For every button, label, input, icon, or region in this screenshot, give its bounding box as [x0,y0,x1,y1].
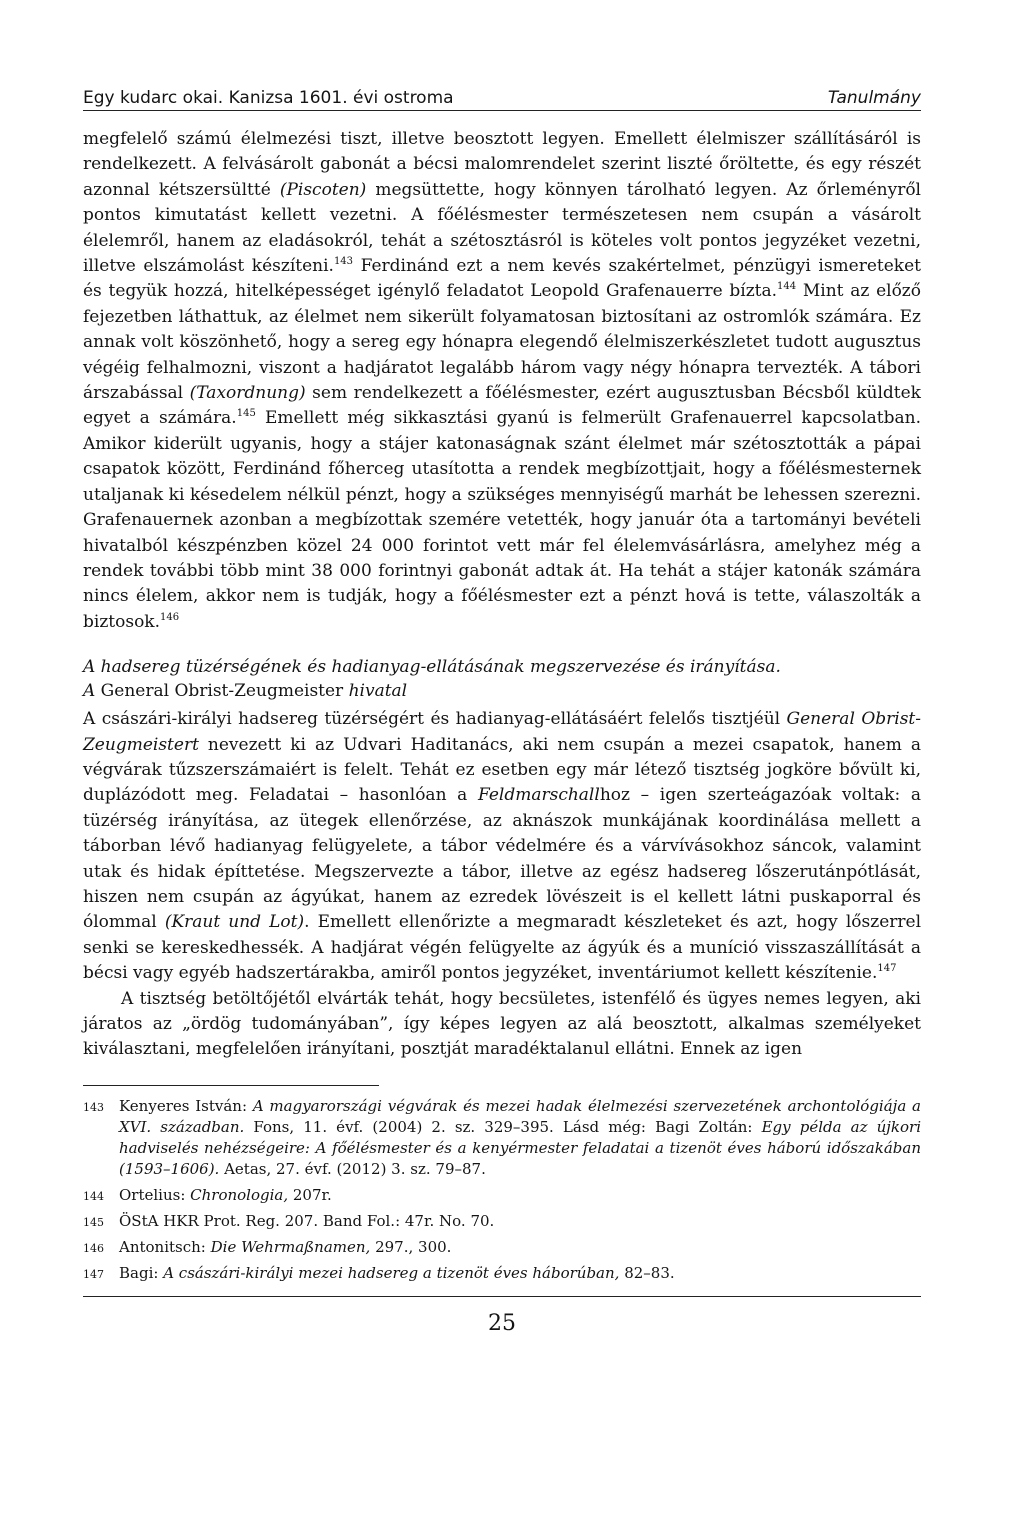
text-run: A tisztség betöltőjétől elvárták tehát, hogy becsületes, istenfélő és ügyes nemes legyen, aki járatos az „ördög tudományában”, így képes legyen az alá beosztott, alkalmas személyeket kiválasztani, megfelelően irányítani, posztját maradéktalanul ellátni. Ennek az igen [83,988,921,1060]
text-run: hoz – igen szerteágazóak voltak: a tüzérség irányítása, az ütegek ellenőrzése, az aknászok munkájának koordinálása mellett a táborban lévő hadianyag felügyelete, a tábor védelmére és a várvívásokhoz sáncok, valamint utak és hidak építtetése. Megszervezte a tábor, illetve az egész hadsereg lőszerutánpótlását, hiszen nem csupán az ágyúkat, hanem az ezredek lövészeit is el kellett látni puskaporral és ólommal [83,785,922,933]
footnote-146 [83,1237,921,1258]
text-run: 207r. [288,1185,332,1204]
text-run: Ferdinánd ezt a nem kevés szakértelmet, pénzügyi ismereteket és tegyük hozzá, hitelképességet igénylő feladatot Leopold Grafenauerre bízta. [83,256,921,302]
text-run: hivatal [348,681,408,702]
paragraph-2 [83,707,921,986]
running-header [83,88,921,111]
italic-run: (Taxordnung) [189,383,306,404]
footnote-number: 147 [83,1267,104,1281]
section-title: A hadsereg tüzérségének és hadianyag-ellátásának megszervezése és irányítása. [83,657,781,678]
main-text [83,127,921,1063]
text-run: Ortelius: [119,1185,191,1204]
text-run: 82–83. [619,1263,675,1282]
footnote-ref-144[interactable]: 144 [777,281,797,293]
italic-run: (Piscoten) [279,179,367,200]
page-number: 25 [488,1310,516,1336]
text-run: Mint az előző fejezetben láthattuk, az élelmet nem sikerült folyamatosan biztosítani az ostromlók számára. Ez annak volt köszönhető, hogy a sereg egy hónapra elegendő élelmiszerkészletet tudott augusztus végéig felhalmozni, viszont a hadjáratot legalább három vagy négy hónapra tervezték. A tábori árszabással [83,281,921,404]
italic-run: Chronologia, [190,1185,289,1204]
paragraph-3 [83,987,921,1063]
text-run: Emellett még sikkasztási gyanú is felmerült Grafenauerrel kapcsolatban. Amikor kiderült ugyanis, hogy a stájer katonaságnak szánt élelmet már szétosztották a pápai csapatok között, Ferdinánd főherceg utasította a rendek megbízottjait, hogy a főélésmesternek utaljanak ki késedelem nélkül pénzt, hogy a szükséges mennyiségű marhát be lehessen szerezni. Grafenauernek azonban a megbízottak szemére vetették, hogy január óta a tartományi bevételi hivatalból készpénzben közel 24 000 forintot vett már fel élelemvásárlásra, amelyhez még a rendek további több mint 38 000 forintnyi gabonát adtak át. Ha tehát a stájer katonák számára nincs élelem, akkor nem is tudják, hogy a főélésmester ezt a pénzt hová is tette, válaszolták a biztosok. [83,408,921,632]
footnote-number: 145 [83,1215,104,1229]
text-run: A [83,681,96,702]
text-run: General Obrist-Zeugmeister [95,681,349,702]
footnote-145 [83,1211,921,1232]
italic-run: (Kraut und Lot) [164,912,305,933]
text-run: sem rendelkezett a főélésmester, ezért augusztusban Bécsből küldtek egyet a számára. [83,383,921,429]
footnote-144 [83,1185,921,1206]
footnote-ref-147[interactable]: 147 [877,963,897,975]
footnote-ref-146[interactable]: 146 [160,611,180,623]
text-run: Aetas, 27. évf. (2012) 3. sz. 79–87. [219,1159,486,1178]
italic-run: General Obrist-Zeugmeistert [83,709,922,755]
footnote-ref-145[interactable]: 145 [236,408,256,420]
text-run: Kenyeres István: [119,1096,253,1115]
running-title: Egy kudarc okai. Kanizsa 1601. évi ostroma [83,88,454,108]
footnote-number: 143 [83,1100,104,1114]
italic-run: Feldmarschall [477,785,600,806]
footnote-ref-143[interactable]: 143 [333,256,354,268]
text-run: Antonitsch: [119,1237,211,1256]
text-run: Fons, 11. évf. (2004) 2. sz. 329–395. Lásd még: Bagi Zoltán: [244,1117,762,1136]
text-run: . Emellett ellenőrizte a megmaradt készleteket és azt, hogy lőszerrel senki se kereskedhessék. A hadjárat végén felügyelte az ágyúk és a muníció visszaszállítását a bécsi vagy egyéb hadszertárakba, amiről pontos jegyzéket, inventáriumot kellett készítenie. [83,912,922,984]
bottom-rule [83,1296,921,1297]
section-heading [83,655,921,703]
text-run: ÖStA HKR Prot. Reg. 207. Band Fol.: 47r. No. 70. [119,1211,495,1230]
footnote-number: 146 [83,1241,104,1255]
text-run: 297., 300. [370,1237,452,1256]
footnote-number: 144 [83,1189,104,1203]
paragraph-1 [83,127,921,635]
text-run: megsüttette, hogy könnyen tárolható legyen. Az őrleményről pontos kimutatást kellett vezetni. A főélésmester természetesen nem csupán a vásárolt élelemről, hanem az eladásokról, tehát a szétosztásról is köteles volt pontos jegyzéket vezetni, illetve elszámolást készíteni. [83,179,921,277]
text-run: nevezett ki az Udvari Haditanács, aki nem csupán a mezei csapatok, hanem a végvárak tűzszerszámaiért is felelt. Tehát ez esetben egy már létező tisztség jogköre bővült ki, duplázódott meg. Feladatai – hasonlóan a [83,734,921,806]
page [83,88,921,1336]
footnote-separator [83,1085,379,1086]
text-run: A császári-királyi hadsereg tüzérségért és hadianyag-ellátásáért felelős tisztjéül [83,709,787,730]
italic-run: A császári-királyi mezei hadsereg a tizenöt éves háborúban, [163,1263,620,1282]
text-run: Bagi: [119,1263,164,1282]
italic-run: Die Wehrmaßnamen, [210,1237,371,1256]
section-label: Tanulmány [827,88,921,108]
footnotes [83,1096,921,1284]
italic-run: A magyarországi végvárak és mezei hadak élelmezési szervezetének archontológiája a XVI. században. [119,1096,921,1136]
footnote-147 [83,1263,921,1284]
footnote-143 [83,1096,921,1180]
text-run: megfelelő számú élelmezési tiszt, illetve beosztott legyen. Emellett élelmiszer szállításáról is rendelkezett. A felvásárolt gabonát a bécsi malomrendelet szerint liszté őröltette, és egy részét azonnal kétszersültté [83,129,921,200]
italic-run: Egy példa az újkori hadviselés nehézségeire: A főélésmester és a kenyérmester feladatai a tizenöt éves háború időszakában (1593–1606). [119,1117,921,1178]
subsection-title [83,679,921,703]
